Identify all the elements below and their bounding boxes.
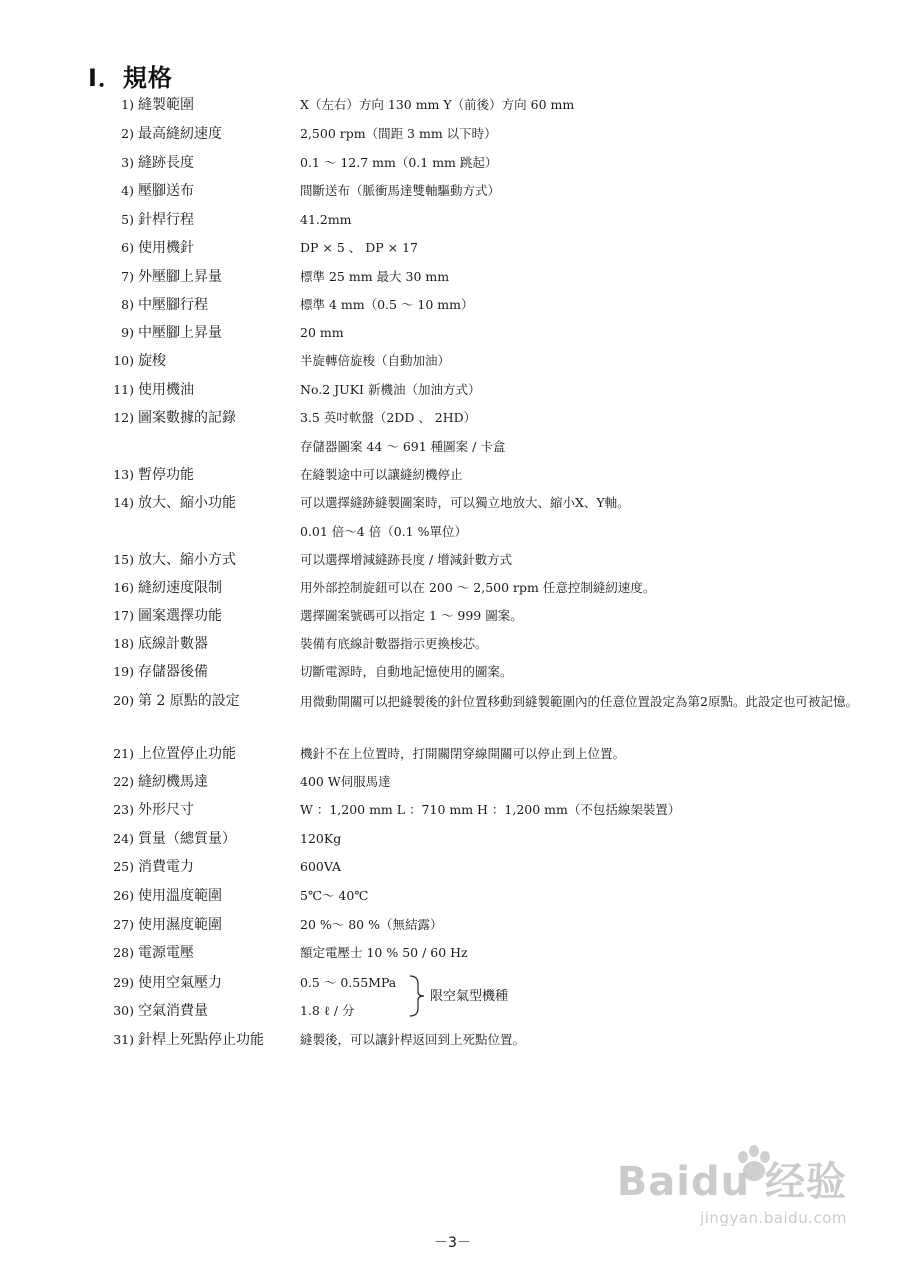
spec-row bbox=[0, 322, 905, 344]
spec-row bbox=[0, 885, 905, 907]
spec-value: 2,500 rpm（間距 3 mm 以下時） bbox=[300, 126, 497, 141]
spec-label: 使用機針 bbox=[138, 240, 194, 256]
spec-number: 13) bbox=[113, 467, 134, 482]
spec-number: 17) bbox=[113, 608, 134, 623]
spec-row bbox=[0, 661, 905, 683]
spec-label: 使用濕度範圍 bbox=[138, 917, 222, 933]
watermark-logo: Baidu 经验 bbox=[616, 1159, 847, 1205]
spec-label: 外壓腳上昇量 bbox=[138, 269, 222, 285]
spec-label: 使用空氣壓力 bbox=[138, 975, 222, 991]
spec-number: 18) bbox=[113, 636, 134, 651]
spec-label: 放大、縮小功能 bbox=[138, 495, 236, 511]
spec-label: 縫紉速度限制 bbox=[138, 580, 222, 596]
spec-row bbox=[0, 464, 905, 486]
spec-number: 11) bbox=[113, 382, 134, 397]
spec-row bbox=[0, 379, 905, 401]
spec-value: 用微動開關可以把縫製後的針位置移動到縫製範圍內的任意位置設定為第2原點。此設定也可被記憶。 bbox=[300, 694, 858, 709]
curly-brace-icon bbox=[408, 974, 426, 1018]
watermark bbox=[617, 1150, 847, 1227]
spec-label: 圖案選擇功能 bbox=[138, 608, 222, 624]
spec-value: 存儲器圖案 44 ～ 691 種圖案 / 卡盒 bbox=[300, 439, 506, 454]
spec-value: 1.8 ℓ / 分 bbox=[300, 1003, 355, 1018]
spec-number: 24) bbox=[113, 831, 134, 846]
spec-value: 120Kg bbox=[300, 831, 342, 846]
spec-row bbox=[0, 690, 905, 738]
spec-row bbox=[0, 180, 905, 202]
spec-value: 間斷送布（脈衝馬達雙軸驅動方式） bbox=[300, 183, 501, 198]
spec-row-continuation bbox=[0, 521, 905, 543]
spec-label: 外形尺寸 bbox=[138, 802, 194, 818]
spec-value: 半旋轉倍旋梭（自動加油） bbox=[300, 353, 451, 368]
spec-row-continuation bbox=[0, 436, 905, 458]
spec-value: 機針不在上位置時，打開關閉穿線開關可以停止到上位置。 bbox=[300, 746, 626, 761]
spec-label: 質量（總質量） bbox=[138, 831, 236, 847]
spec-number: 9) bbox=[121, 325, 134, 340]
spec-number: 12) bbox=[113, 410, 134, 425]
spec-number: 6) bbox=[121, 240, 134, 255]
spec-row bbox=[0, 942, 905, 964]
spec-value: 0.01 倍～4 倍（0.1 %單位） bbox=[300, 524, 467, 539]
spec-label: 空氣消費量 bbox=[138, 1003, 208, 1019]
spec-row bbox=[0, 605, 905, 627]
spec-value: 可以選擇增減縫跡長度 / 增減針數方式 bbox=[300, 552, 513, 567]
spec-number: 29) bbox=[113, 975, 134, 990]
spec-row bbox=[0, 407, 905, 429]
spec-label: 放大、縮小方式 bbox=[138, 552, 236, 568]
spec-number: 8) bbox=[121, 297, 134, 312]
spec-label: 上位置停止功能 bbox=[138, 746, 236, 762]
spec-value: 0.5 ～ 0.55MPa bbox=[300, 975, 397, 990]
spec-row bbox=[0, 577, 905, 599]
spec-label: 縫紉機馬達 bbox=[138, 774, 208, 790]
spec-number: 2) bbox=[121, 126, 134, 141]
spec-row bbox=[0, 633, 905, 655]
spec-value: W ：1,200 mm L ：710 mm H ：1,200 mm（不包括線架裝置） bbox=[300, 802, 681, 817]
spec-label: 電源電壓 bbox=[138, 945, 194, 961]
spec-value: 縫製後，可以讓針桿返回到上死點位置。 bbox=[300, 1032, 526, 1047]
spec-value: 3.5 英吋軟盤（2DD 、 2HD） bbox=[300, 410, 477, 425]
spec-number: 20) bbox=[113, 693, 134, 708]
spec-label: 使用溫度範圍 bbox=[138, 888, 222, 904]
spec-number: 27) bbox=[113, 917, 134, 932]
spec-row bbox=[0, 123, 905, 145]
spec-number: 31) bbox=[113, 1032, 134, 1047]
spec-label: 中壓腳上昇量 bbox=[138, 325, 222, 341]
spec-label: 壓腳送布 bbox=[138, 183, 194, 199]
spec-value: 標準 4 mm（0.5 ～ 10 mm） bbox=[300, 297, 474, 312]
spec-number: 21) bbox=[113, 746, 134, 761]
spec-value: 額定電壓士 10 % 50 / 60 Hz bbox=[300, 945, 468, 960]
spec-value: 切斷電源時，自動地記憶使用的圖案。 bbox=[300, 664, 513, 679]
spec-value: 裝備有底線計數器指示更換梭芯。 bbox=[300, 636, 488, 651]
spec-label: 圖案數據的記錄 bbox=[138, 410, 236, 426]
spec-value: 5℃～ 40℃ bbox=[300, 888, 369, 903]
spec-label: 中壓腳行程 bbox=[138, 297, 208, 313]
spec-number: 10) bbox=[113, 353, 134, 368]
spec-value: 在縫製途中可以讓縫紉機停止 bbox=[300, 467, 463, 482]
spec-label: 暫停功能 bbox=[138, 467, 194, 483]
spec-row bbox=[0, 237, 905, 259]
spec-row bbox=[0, 828, 905, 850]
spec-number: 7) bbox=[121, 269, 134, 284]
spec-row bbox=[0, 209, 905, 231]
spec-number: 23) bbox=[113, 802, 134, 817]
page-number: －3－ bbox=[434, 1235, 471, 1251]
spec-value: X（左右）方向 130 mm Y（前後）方向 60 mm bbox=[300, 97, 575, 112]
spec-value: No.2 JUKI 新機油（加油方式） bbox=[300, 382, 481, 397]
spec-value: 標準 25 mm 最大 30 mm bbox=[300, 269, 450, 284]
spec-number: 28) bbox=[113, 945, 134, 960]
spec-label: 底線計數器 bbox=[138, 636, 208, 652]
air-model-note: 限空氣型機種 bbox=[430, 989, 509, 1004]
section-title: I．規格 bbox=[88, 64, 173, 92]
spec-label: 最高縫紉速度 bbox=[138, 126, 222, 142]
spec-label: 針桿行程 bbox=[138, 212, 194, 228]
spec-row bbox=[0, 743, 905, 765]
spec-row bbox=[0, 799, 905, 821]
spec-row bbox=[0, 266, 905, 288]
spec-value: 400 W伺服馬達 bbox=[300, 774, 391, 789]
spec-value: 41.2mm bbox=[300, 212, 352, 227]
spec-label: 縫跡長度 bbox=[138, 155, 194, 171]
spec-label: 第 2 原點的設定 bbox=[138, 693, 240, 709]
spec-number: 25) bbox=[113, 859, 134, 874]
spec-value: 可以選擇縫跡縫製圖案時，可以獨立地放大、縮小X、Y軸。 bbox=[300, 495, 630, 510]
spec-label: 使用機油 bbox=[138, 382, 194, 398]
spec-value: 600VA bbox=[300, 859, 342, 874]
watermark-url: jingyan.baidu.com bbox=[700, 1209, 847, 1227]
spec-number: 19) bbox=[113, 664, 134, 679]
spec-row bbox=[0, 152, 905, 174]
spec-label: 縫製範圍 bbox=[138, 97, 194, 113]
spec-row bbox=[0, 350, 905, 372]
spec-number: 22) bbox=[113, 774, 134, 789]
spec-row bbox=[0, 1029, 905, 1051]
spec-row bbox=[0, 771, 905, 793]
spec-value: 20 %～ 80 %（無結露） bbox=[300, 917, 443, 932]
spec-number: 1) bbox=[121, 97, 134, 112]
spec-number: 14) bbox=[113, 495, 134, 510]
spec-value: 20 mm bbox=[300, 325, 344, 340]
spec-value: 0.1 ～ 12.7 mm（0.1 mm 跳起） bbox=[300, 155, 498, 170]
spec-number: 15) bbox=[113, 552, 134, 567]
spec-number: 26) bbox=[113, 888, 134, 903]
spec-value: DP × 5 、 DP × 17 bbox=[300, 240, 419, 255]
spec-label: 消費電力 bbox=[138, 859, 194, 875]
spec-label: 存儲器後備 bbox=[138, 664, 208, 680]
spec-number: 3) bbox=[121, 155, 134, 170]
spec-row bbox=[0, 294, 905, 316]
spec-value: 用外部控制旋鈕可以在 200 ～ 2,500 rpm 任意控制縫紉速度。 bbox=[300, 580, 656, 595]
spec-number: 30) bbox=[113, 1003, 134, 1018]
spec-row bbox=[0, 914, 905, 936]
spec-number: 4) bbox=[121, 183, 134, 198]
spec-row bbox=[0, 94, 905, 116]
spec-row bbox=[0, 856, 905, 878]
spec-label: 針桿上死點停止功能 bbox=[138, 1032, 264, 1048]
spec-value: 選擇圖案號碼可以指定 1 ～ 999 圖案。 bbox=[300, 608, 523, 623]
spec-number: 5) bbox=[121, 212, 134, 227]
spec-row bbox=[0, 492, 905, 514]
spec-label: 旋梭 bbox=[138, 353, 166, 369]
spec-number: 16) bbox=[113, 580, 134, 595]
spec-row bbox=[0, 549, 905, 571]
